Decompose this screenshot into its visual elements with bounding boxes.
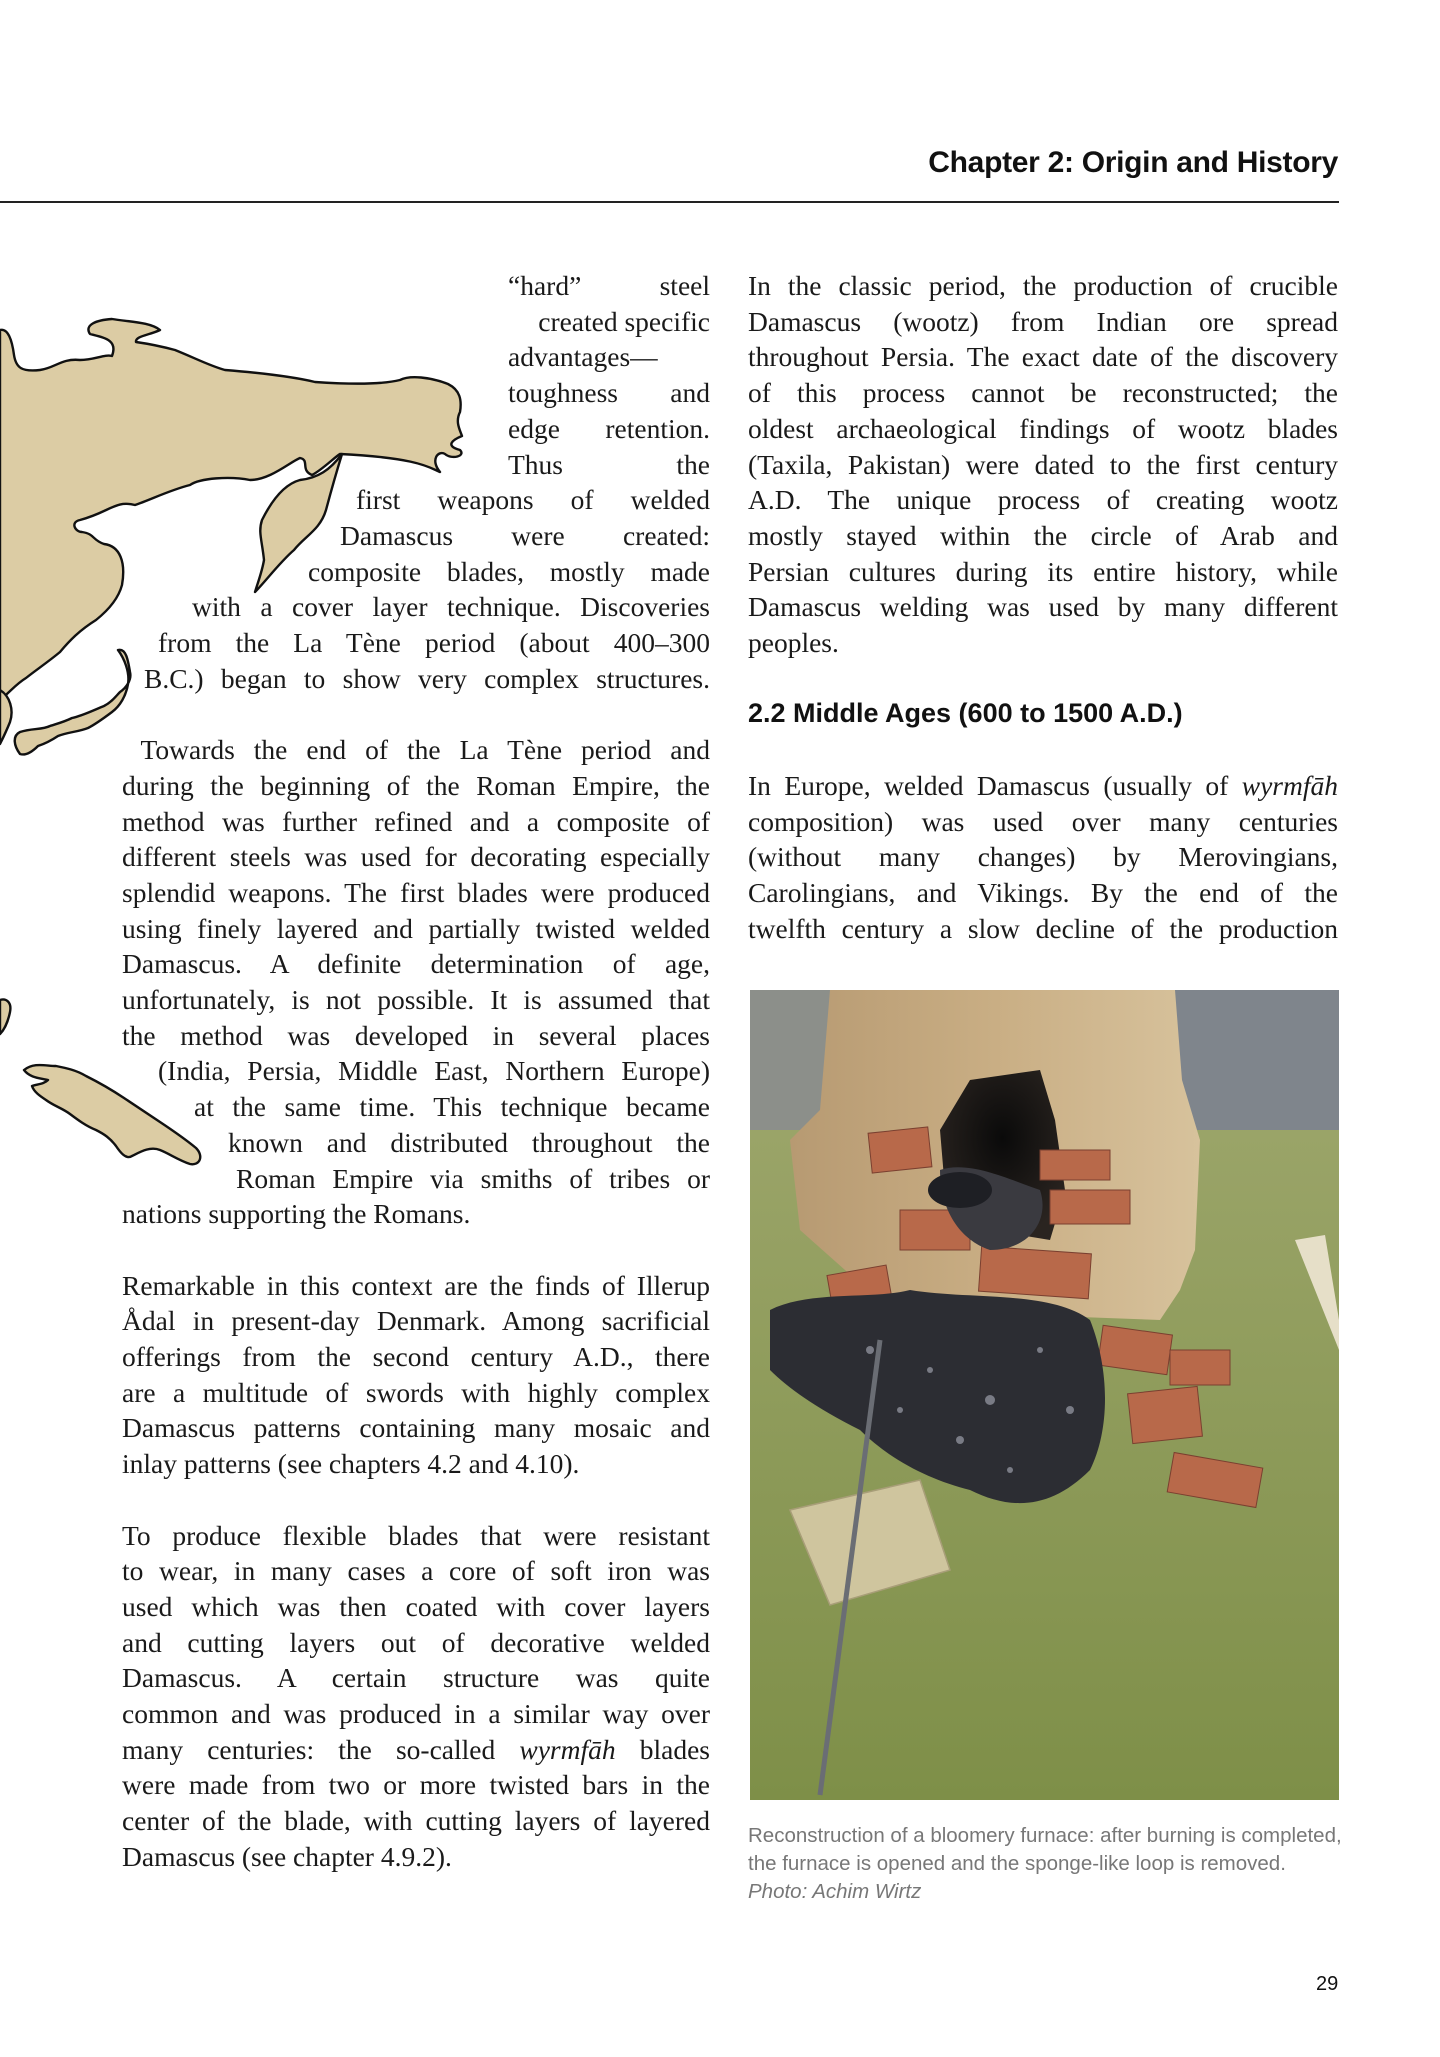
text-line: common and was produced in a similar way over	[122, 1698, 710, 1730]
photo-brick	[868, 1127, 932, 1173]
text-line: (without many changes) by Merovingians,	[748, 841, 1338, 873]
text-line: from the La Tène period (about 400–300	[158, 627, 710, 659]
text-line: known and distributed throughout the	[228, 1126, 710, 1158]
italic-term-wyrmfah: wyrmfāh	[1241, 769, 1338, 801]
text-line: Thus the	[508, 448, 710, 480]
text-line: Remarkable in this context are the finds of Illerup	[122, 1269, 710, 1301]
text-line: and cutting layers out of decorative welded	[122, 1626, 710, 1658]
text-line: Damascus. A certain structure was quite	[122, 1662, 710, 1694]
text-line: method was further refined and a composite of	[122, 805, 710, 837]
text-fragment: In Europe, welded Damascus (usually of	[748, 769, 1242, 801]
text-line: toughness and	[508, 377, 710, 409]
text-line: with a cover layer technique. Discoveries	[192, 591, 710, 623]
text-line: used which was then coated with cover layers	[122, 1590, 710, 1622]
text-line: Towards the end of the La Tène period and	[122, 734, 710, 766]
text-line: twelfth century a slow decline of the production	[748, 912, 1338, 944]
text-line: the method was developed in several places	[122, 1019, 710, 1051]
italic-term-wyrmfah: wyrmfāh	[519, 1733, 616, 1765]
text-line: Damascus patterns containing many mosaic and	[122, 1412, 710, 1444]
text-line: Damascus welding was used by many different	[748, 591, 1338, 623]
text-line: (Taxila, Pakistan) were dated to the first century	[748, 448, 1338, 480]
running-head-chapter-title: Chapter 2: Origin and History	[928, 146, 1338, 179]
paragraph-intro	[122, 268, 710, 696]
text-line: Damascus. A definite determination of age,	[122, 948, 710, 980]
text-line	[122, 1732, 710, 1768]
text-line: of this process cannot be reconstructed; the	[748, 377, 1338, 409]
text-line: (India, Persia, Middle East, Northern Europe)	[158, 1055, 710, 1087]
text-line: using finely layered and partially twisted welded	[122, 912, 710, 944]
map-small-island-shape	[0, 1000, 10, 1035]
right-text-column	[748, 268, 1338, 946]
text-line: Damascus (see chapter 4.9.2).	[122, 1840, 452, 1872]
text-fragment: many centuries: the so-called	[122, 1733, 520, 1765]
photo-brick	[979, 1246, 1092, 1299]
text-line: to wear, in many cases a core of soft iron was	[122, 1555, 710, 1587]
text-line: at the same time. This technique became	[194, 1091, 710, 1123]
photo-charcoal-lump	[928, 1172, 992, 1208]
text-line: first weapons of welded	[356, 484, 710, 516]
text-line: edge retention.	[508, 412, 710, 444]
text-line: nations supporting the Romans.	[122, 1198, 471, 1230]
text-line: A.D. The unique process of creating wootz	[748, 484, 1338, 516]
text-line: Ådal in present-day Denmark. Among sacrificial	[122, 1305, 710, 1337]
text-line: throughout Persia. The exact date of the discovery	[748, 341, 1338, 373]
text-line: center of the blade, with cutting layers of layered	[122, 1805, 710, 1837]
text-line: during the beginning of the Roman Empire, the	[122, 769, 710, 801]
text-line: Roman Empire via smiths of tribes or	[236, 1162, 710, 1194]
text-fragment: blades	[615, 1733, 710, 1765]
text-line: unfortunately, is not possible. It is assumed that	[122, 984, 710, 1016]
text-line: oldest archaeological findings of wootz blades	[748, 412, 1338, 444]
section-heading: 2.2 Middle Ages (600 to 1500 A.D.)	[748, 698, 1183, 729]
header-rule	[0, 201, 1339, 203]
text-line: Persian cultures during its entire history, while	[748, 555, 1338, 587]
paragraph-la-tene	[122, 732, 710, 1232]
text-line: were made from two or more twisted bars in the	[122, 1769, 710, 1801]
photo-credit: Photo: Achim Wirtz	[748, 1880, 922, 1903]
photo-brick	[1050, 1190, 1130, 1224]
caption-text: Reconstruction of a bloomery furnace: after burning is completed, the furnace is opened and the sponge-like loop is removed.	[748, 1824, 1342, 1875]
text-line: B.C.) began to show very complex structures.	[144, 662, 710, 694]
text-line: different steels was used for decorating especially	[122, 841, 710, 873]
photo-brick	[1040, 1150, 1110, 1180]
text-line: are a multitude of swords with highly complex	[122, 1376, 710, 1408]
paragraph-wootz	[748, 268, 1338, 661]
text-line: offerings from the second century A.D., there	[122, 1341, 710, 1373]
text-line: splendid weapons. The first blades were produced	[122, 876, 710, 908]
text-line	[748, 768, 1338, 804]
text-line: Carolingians, and Vikings. By the end of the	[748, 876, 1338, 908]
text-line: “hard” steel	[508, 270, 710, 301]
photo-brick	[1128, 1386, 1203, 1443]
text-line: Damascus were created:	[340, 519, 710, 551]
text-line: peoples.	[748, 627, 839, 659]
text-line: Damascus (wootz) from Indian ore spread	[748, 305, 1338, 337]
text-line: To produce flexible blades that were resistant	[122, 1519, 710, 1551]
figure-caption	[748, 1822, 1348, 1906]
text-line: created specific	[538, 305, 710, 337]
paragraph-illerup	[122, 1268, 710, 1482]
paragraph-middle-ages	[748, 768, 1338, 947]
furnace-photo	[750, 990, 1339, 1800]
paragraph-flexible-blades	[122, 1518, 710, 1875]
text-line: composition) was used over many centuries	[748, 805, 1338, 837]
text-line: In the classic period, the production of crucible	[748, 270, 1338, 301]
photo-brick	[1170, 1350, 1230, 1385]
page-number: 29	[1316, 1973, 1339, 1995]
map-coast-sliver-shape	[0, 690, 12, 744]
left-text-column	[122, 268, 710, 1875]
text-line: inlay patterns (see chapters 4.2 and 4.10).	[122, 1448, 580, 1480]
text-line: mostly stayed within the circle of Arab and	[748, 519, 1338, 551]
text-line: advantages—	[508, 341, 658, 373]
text-line: composite blades, mostly made	[308, 555, 710, 587]
